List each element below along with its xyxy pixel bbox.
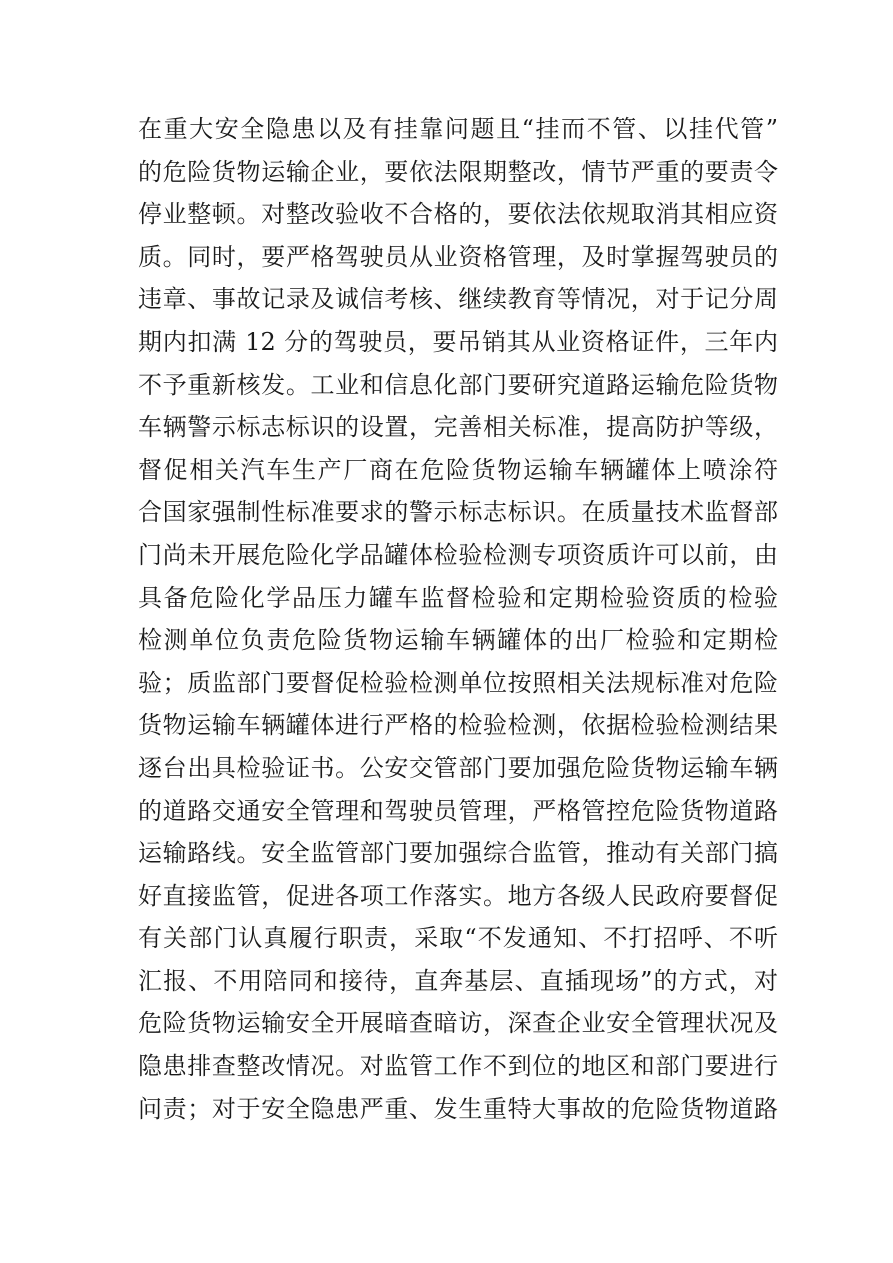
text-line: 检测单位负责危险货物运输车辆罐体的出厂检验和定期检 bbox=[138, 626, 778, 655]
text-line: 停业整顿。对整改验收不合格的，要依法依规取消其相应资 bbox=[138, 200, 778, 229]
text-line: 好直接监管，促进各项工作落实。地方各级人民政府要督促 bbox=[138, 881, 778, 910]
text-line: 的道路交通安全管理和驾驶员管理，严格管控危险货物道路 bbox=[138, 796, 778, 825]
text-line: 问责；对于安全隐患严重、发生重特大事故的危险货物道路 bbox=[138, 1094, 778, 1123]
text-line: 货物运输车辆罐体进行严格的检验检测，依据检验检测结果 bbox=[138, 711, 778, 740]
text-line: 车辆警示标志标识的设置，完善相关标准，提高防护等级， bbox=[138, 413, 778, 442]
text-line: 不予重新核发。工业和信息化部门要研究道路运输危险货物 bbox=[138, 370, 778, 399]
text-line: 危险货物运输安全开展暗查暗访，深查企业安全管理状况及 bbox=[138, 1009, 778, 1038]
text-line: 督促相关汽车生产厂商在危险货物运输车辆罐体上喷涂符 bbox=[138, 455, 778, 484]
text-line: 违章、事故记录及诚信考核、继续教育等情况，对于记分周 bbox=[138, 285, 778, 314]
text-line: 在重大安全隐患以及有挂靠问题且“挂而不管、以挂代管” bbox=[138, 115, 778, 143]
text-line: 具备危险化学品压力罐车监督检验和定期检验资质的检验 bbox=[138, 583, 778, 612]
text-line: 运输路线。安全监管部门要加强综合监管，推动有关部门搞 bbox=[138, 839, 778, 868]
text-line: 汇报、不用陪同和接待，直奔基层、直插现场”的方式，对 bbox=[138, 966, 778, 995]
text-line: 逐台出具检验证书。公安交管部门要加强危险货物运输车辆 bbox=[138, 753, 778, 782]
body-text bbox=[138, 108, 778, 1130]
text-line: 的危险货物运输企业，要依法限期整改，情节严重的要责令 bbox=[138, 157, 778, 186]
text-line: 隐患排查整改情况。对监管工作不到位的地区和部门要进行 bbox=[138, 1052, 778, 1081]
text-line: 合国家强制性标准要求的警示标志标识。在质量技术监督部 bbox=[138, 498, 778, 527]
text-line: 质。同时，要严格驾驶员从业资格管理，及时掌握驾驶员的 bbox=[138, 242, 778, 271]
text-line: 验；质监部门要督促检验检测单位按照相关法规标准对危险 bbox=[138, 668, 778, 697]
text-line: 有关部门认真履行职责，采取“不发通知、不打招呼、不听 bbox=[138, 924, 778, 953]
text-line: 门尚未开展危险化学品罐体检验检测专项资质许可以前，由 bbox=[138, 540, 778, 569]
text-line: 期内扣满 12 分的驾驶员，要吊销其从业资格证件，三年内 bbox=[138, 327, 778, 356]
